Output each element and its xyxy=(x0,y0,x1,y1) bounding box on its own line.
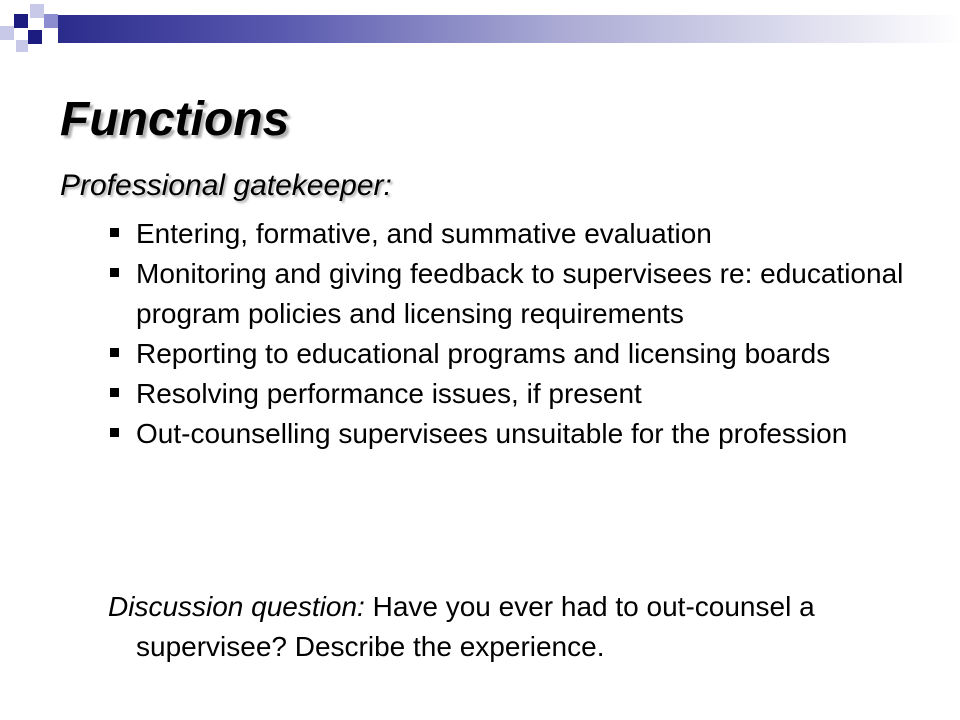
bullet-item xyxy=(108,374,908,414)
bullet-text: Entering, formative, and summative evaluation xyxy=(136,218,712,249)
decor-square xyxy=(30,4,44,18)
square-bullet-icon xyxy=(110,428,119,437)
bullet-item xyxy=(108,334,908,374)
decor-square xyxy=(14,14,28,28)
discussion-text: Have you ever had to out-counsel a supervisee? Describe the experience. xyxy=(136,591,815,662)
bullet-text: Resolving performance issues, if present xyxy=(136,378,642,409)
bullet-text: Reporting to educational programs and licensing boards xyxy=(136,338,831,369)
bullet-item xyxy=(108,254,908,334)
bullet-text: Out-counselling supervisees unsuitable for the profession xyxy=(136,418,848,449)
slide-subtitle: Professional gatekeeper: xyxy=(60,169,392,202)
square-bullet-icon xyxy=(110,388,119,397)
decor-square xyxy=(28,30,42,44)
bullet-list xyxy=(108,214,908,454)
square-bullet-icon xyxy=(110,228,119,237)
square-bullet-icon xyxy=(110,348,119,357)
bullet-text: Monitoring and giving feedback to supervisees re: educational program policies and licensing requirements xyxy=(136,258,904,329)
square-bullet-icon xyxy=(110,268,119,277)
decor-square xyxy=(0,26,14,40)
discussion-question xyxy=(108,587,926,667)
bullet-item xyxy=(108,214,908,254)
bullet-item xyxy=(108,414,908,454)
decor-square xyxy=(16,40,28,52)
slide-title: Functions xyxy=(60,93,290,146)
discussion-label: Discussion question: xyxy=(108,591,365,622)
decor-square xyxy=(44,14,58,28)
header-gradient-bar xyxy=(58,15,960,43)
